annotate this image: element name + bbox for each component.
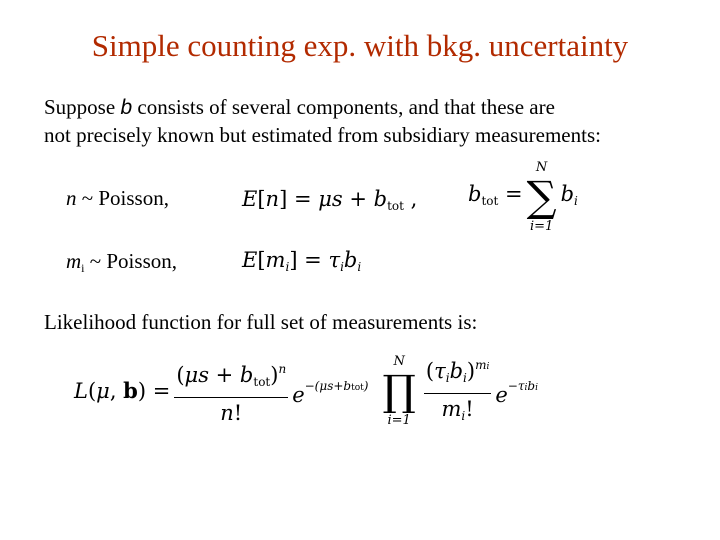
equation-likelihood: L(μ, b) = $\frac{(\mu s + b_{tot})^n}{n!}$ $e^{-(\mu s+btot)}$ N ∏ i=1 $\frac{(\tau ibi)^{mi}}{mi!}$ $e^{-\tau ibi}$ bbox=[74, 350, 538, 431]
sum-symbol: ∑ bbox=[526, 172, 557, 221]
model-n-label bbox=[66, 185, 169, 211]
eq-b: b bbox=[468, 181, 482, 206]
model-m-subscript: i bbox=[81, 261, 85, 275]
eq-i: i bbox=[357, 260, 362, 274]
eq-tau: τ bbox=[434, 359, 446, 383]
eq-i: i bbox=[486, 362, 490, 372]
eq-mu: μ bbox=[319, 379, 328, 393]
eq-b: b bbox=[449, 359, 464, 383]
eq-i: i bbox=[461, 409, 466, 423]
eq-b: b bbox=[373, 187, 388, 211]
equation-expected-m: E[mi] = τibi bbox=[242, 248, 362, 274]
eq-E: E bbox=[242, 248, 258, 272]
eq-L: L bbox=[74, 378, 88, 403]
equation-btot-sum: $b_{tot}$ = N ∑ i=1 bi bbox=[468, 160, 578, 234]
sum-operator bbox=[527, 160, 557, 234]
eq-s: s bbox=[331, 187, 343, 211]
eq-tau: τ bbox=[517, 379, 525, 393]
sum-upper-limit: N bbox=[535, 160, 548, 175]
eq-i: i bbox=[445, 371, 450, 385]
eq-b: b bbox=[560, 181, 575, 206]
eq-b: b bbox=[343, 379, 352, 393]
eq-mu: μ bbox=[318, 187, 332, 211]
eq-m: m bbox=[475, 358, 487, 372]
eq-m: m bbox=[265, 248, 286, 272]
eq-E: E bbox=[242, 187, 258, 211]
prod-upper-limit: N bbox=[393, 353, 405, 369]
eq-b: b bbox=[527, 379, 536, 393]
model-m-label bbox=[66, 248, 177, 281]
eq-tot: tot bbox=[351, 383, 364, 393]
eq-mu: μ bbox=[184, 362, 199, 387]
prod-lower-limit: i=1 bbox=[387, 412, 411, 428]
eq-tot: tot bbox=[253, 374, 271, 389]
model-m-variable: m bbox=[66, 249, 82, 273]
intro-line-1 bbox=[44, 94, 555, 121]
intro-line-1-prefix: Suppose bbox=[44, 95, 121, 119]
fraction-product: $\frac{(\tau ibi)^{mi}}{mi!}$ bbox=[424, 350, 491, 431]
eq-s: s bbox=[198, 362, 209, 387]
eq-tot: tot bbox=[387, 199, 404, 213]
eq-b: b bbox=[239, 362, 254, 387]
model-n-variable: n bbox=[66, 186, 77, 210]
intro-line-2: not precisely known but estimated from subsidiary measurements: bbox=[44, 123, 601, 147]
equation-expected-n: $E[n] = \mu s + b_{tot}$ , bbox=[242, 187, 418, 213]
eq-n: n bbox=[265, 187, 280, 211]
eq-e: e bbox=[292, 383, 305, 407]
product-symbol: ∏ bbox=[382, 365, 416, 415]
slide-title: Simple counting exp. with bkg. uncertainty bbox=[91, 28, 629, 63]
eq-tau: τ bbox=[328, 248, 341, 272]
eq-i: i bbox=[340, 260, 344, 274]
likelihood-intro: Likelihood function for full set of measurements is: bbox=[44, 310, 478, 334]
model-n-distribution: ~ Poisson, bbox=[76, 186, 169, 210]
sum-lower-limit: i=1 bbox=[529, 219, 554, 234]
eq-n: n bbox=[278, 361, 287, 376]
product-operator bbox=[382, 354, 415, 428]
eq-s: s bbox=[327, 379, 334, 393]
intro-variable-b: b bbox=[120, 96, 133, 119]
eq-i: i bbox=[574, 193, 578, 208]
eq-i: i bbox=[463, 371, 467, 385]
fraction-main: $\frac{(\mu s + b_{tot})^n}{n!}$ bbox=[174, 354, 288, 428]
eq-e: e bbox=[495, 383, 508, 407]
eq-tot: tot bbox=[481, 193, 499, 208]
eq-b: b bbox=[343, 248, 358, 272]
eq-bold-b: b bbox=[123, 377, 138, 403]
eq-i: i bbox=[524, 383, 528, 393]
intro-line-1-suffix: consists of several components, and that these are bbox=[132, 95, 555, 119]
eq-i: i bbox=[285, 260, 290, 274]
eq-mu: μ bbox=[96, 378, 110, 403]
eq-m: m bbox=[441, 397, 462, 421]
model-m-distribution: ~ Poisson, bbox=[84, 249, 177, 273]
eq-n: n bbox=[220, 400, 234, 425]
eq-i: i bbox=[535, 383, 538, 393]
